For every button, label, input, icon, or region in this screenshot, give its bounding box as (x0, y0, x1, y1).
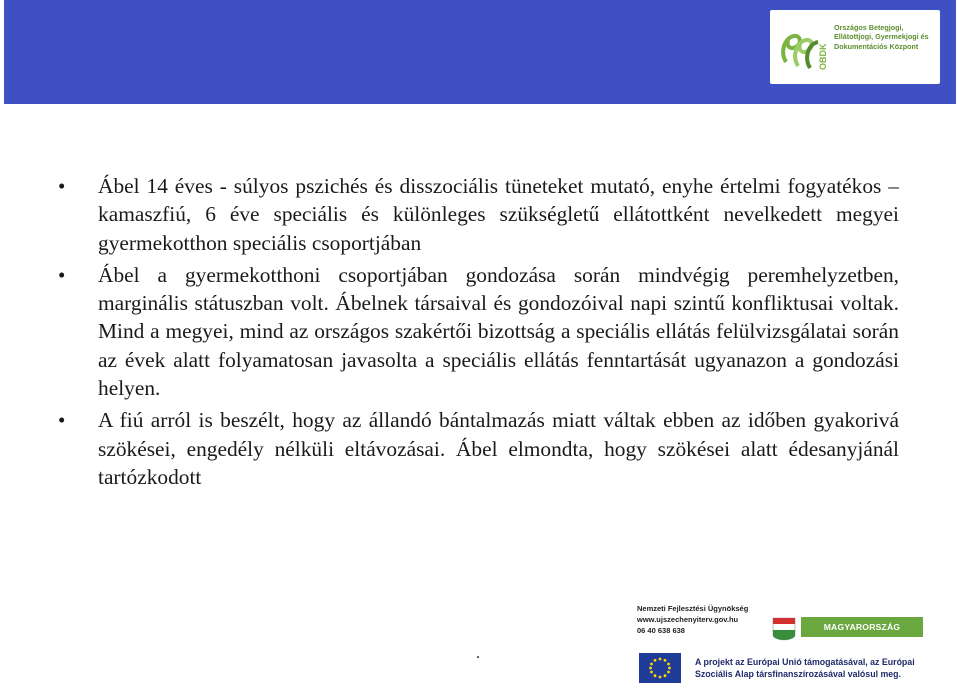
slogan-badge: MAGYARORSZÁG MEGÚJUL (801, 617, 923, 637)
logo-line: Dokumentációs Központ (834, 41, 919, 51)
bullet-item (58, 406, 899, 491)
eu-flag-icon (639, 653, 681, 683)
logo-acronym: OBDK (818, 43, 828, 70)
stray-mark: . (476, 645, 480, 662)
eu-line: Szociális Alap társfinanszírozásával valósul meg. (695, 669, 901, 679)
hungarian-flag-icon (771, 615, 797, 641)
bullet-icon: • (58, 262, 66, 287)
bullet-text: Ábel a gyermekotthoni csoportjában gondozása során mindvégig peremhelyzetben, marginális státuszban volt. Ábelnek társaival és gondozóival napi szintű konfliktusai voltak. Mind a megyei, mind az országos szakértői bizottság a speciális ellátás felülvizsgálatai során az évek alatt folyamatosan javasolta a speciális ellátás fenntartását ugyanazon a gondozási helyen. (98, 262, 899, 401)
footer-logo-block (615, 597, 941, 700)
agency-line: www.ujszechenyiterv.gov.hu (637, 615, 739, 624)
agency-line: 06 40 638 638 (637, 626, 685, 635)
slide-content (58, 172, 899, 495)
bullet-icon: • (58, 174, 66, 198)
bullet-icon: • (58, 408, 66, 433)
bullet-text: Ábel 14 éves - súlyos pszichés és disszociális tüneteket mutató, enyhe értelmi fogyatékos – kamaszfiú, 6 éve speciális és különleges szükségletű ellátottként nevelkedett megyei gyermekotthon speciális csoportjában (98, 174, 899, 255)
logo-line: Ellátottjogi, Gyermekjogi és (834, 32, 929, 42)
eu-line: A projekt az Európai Unió támogatásával, az Európai (695, 657, 915, 667)
logo-text (834, 23, 938, 51)
eu-funding-text (695, 656, 941, 680)
logo-line: Országos Betegjogi, (834, 23, 904, 32)
agency-line: Nemzeti Fejlesztési Ügynökség (637, 604, 749, 613)
bullet-item (58, 261, 899, 402)
agency-info (637, 603, 747, 636)
bullet-text: A fiú arról is beszélt, hogy az állandó bántalmazás miatt váltak ebben az időben gyakorivá szökései, engedély nélküli eltávozásai. Ábel elmondta, hogy szökései alatt édesanyjánál tartózkodott (98, 408, 899, 489)
oebdk-logo-icon (776, 18, 832, 76)
oebdk-logo (770, 10, 940, 84)
bullet-item (58, 172, 899, 257)
